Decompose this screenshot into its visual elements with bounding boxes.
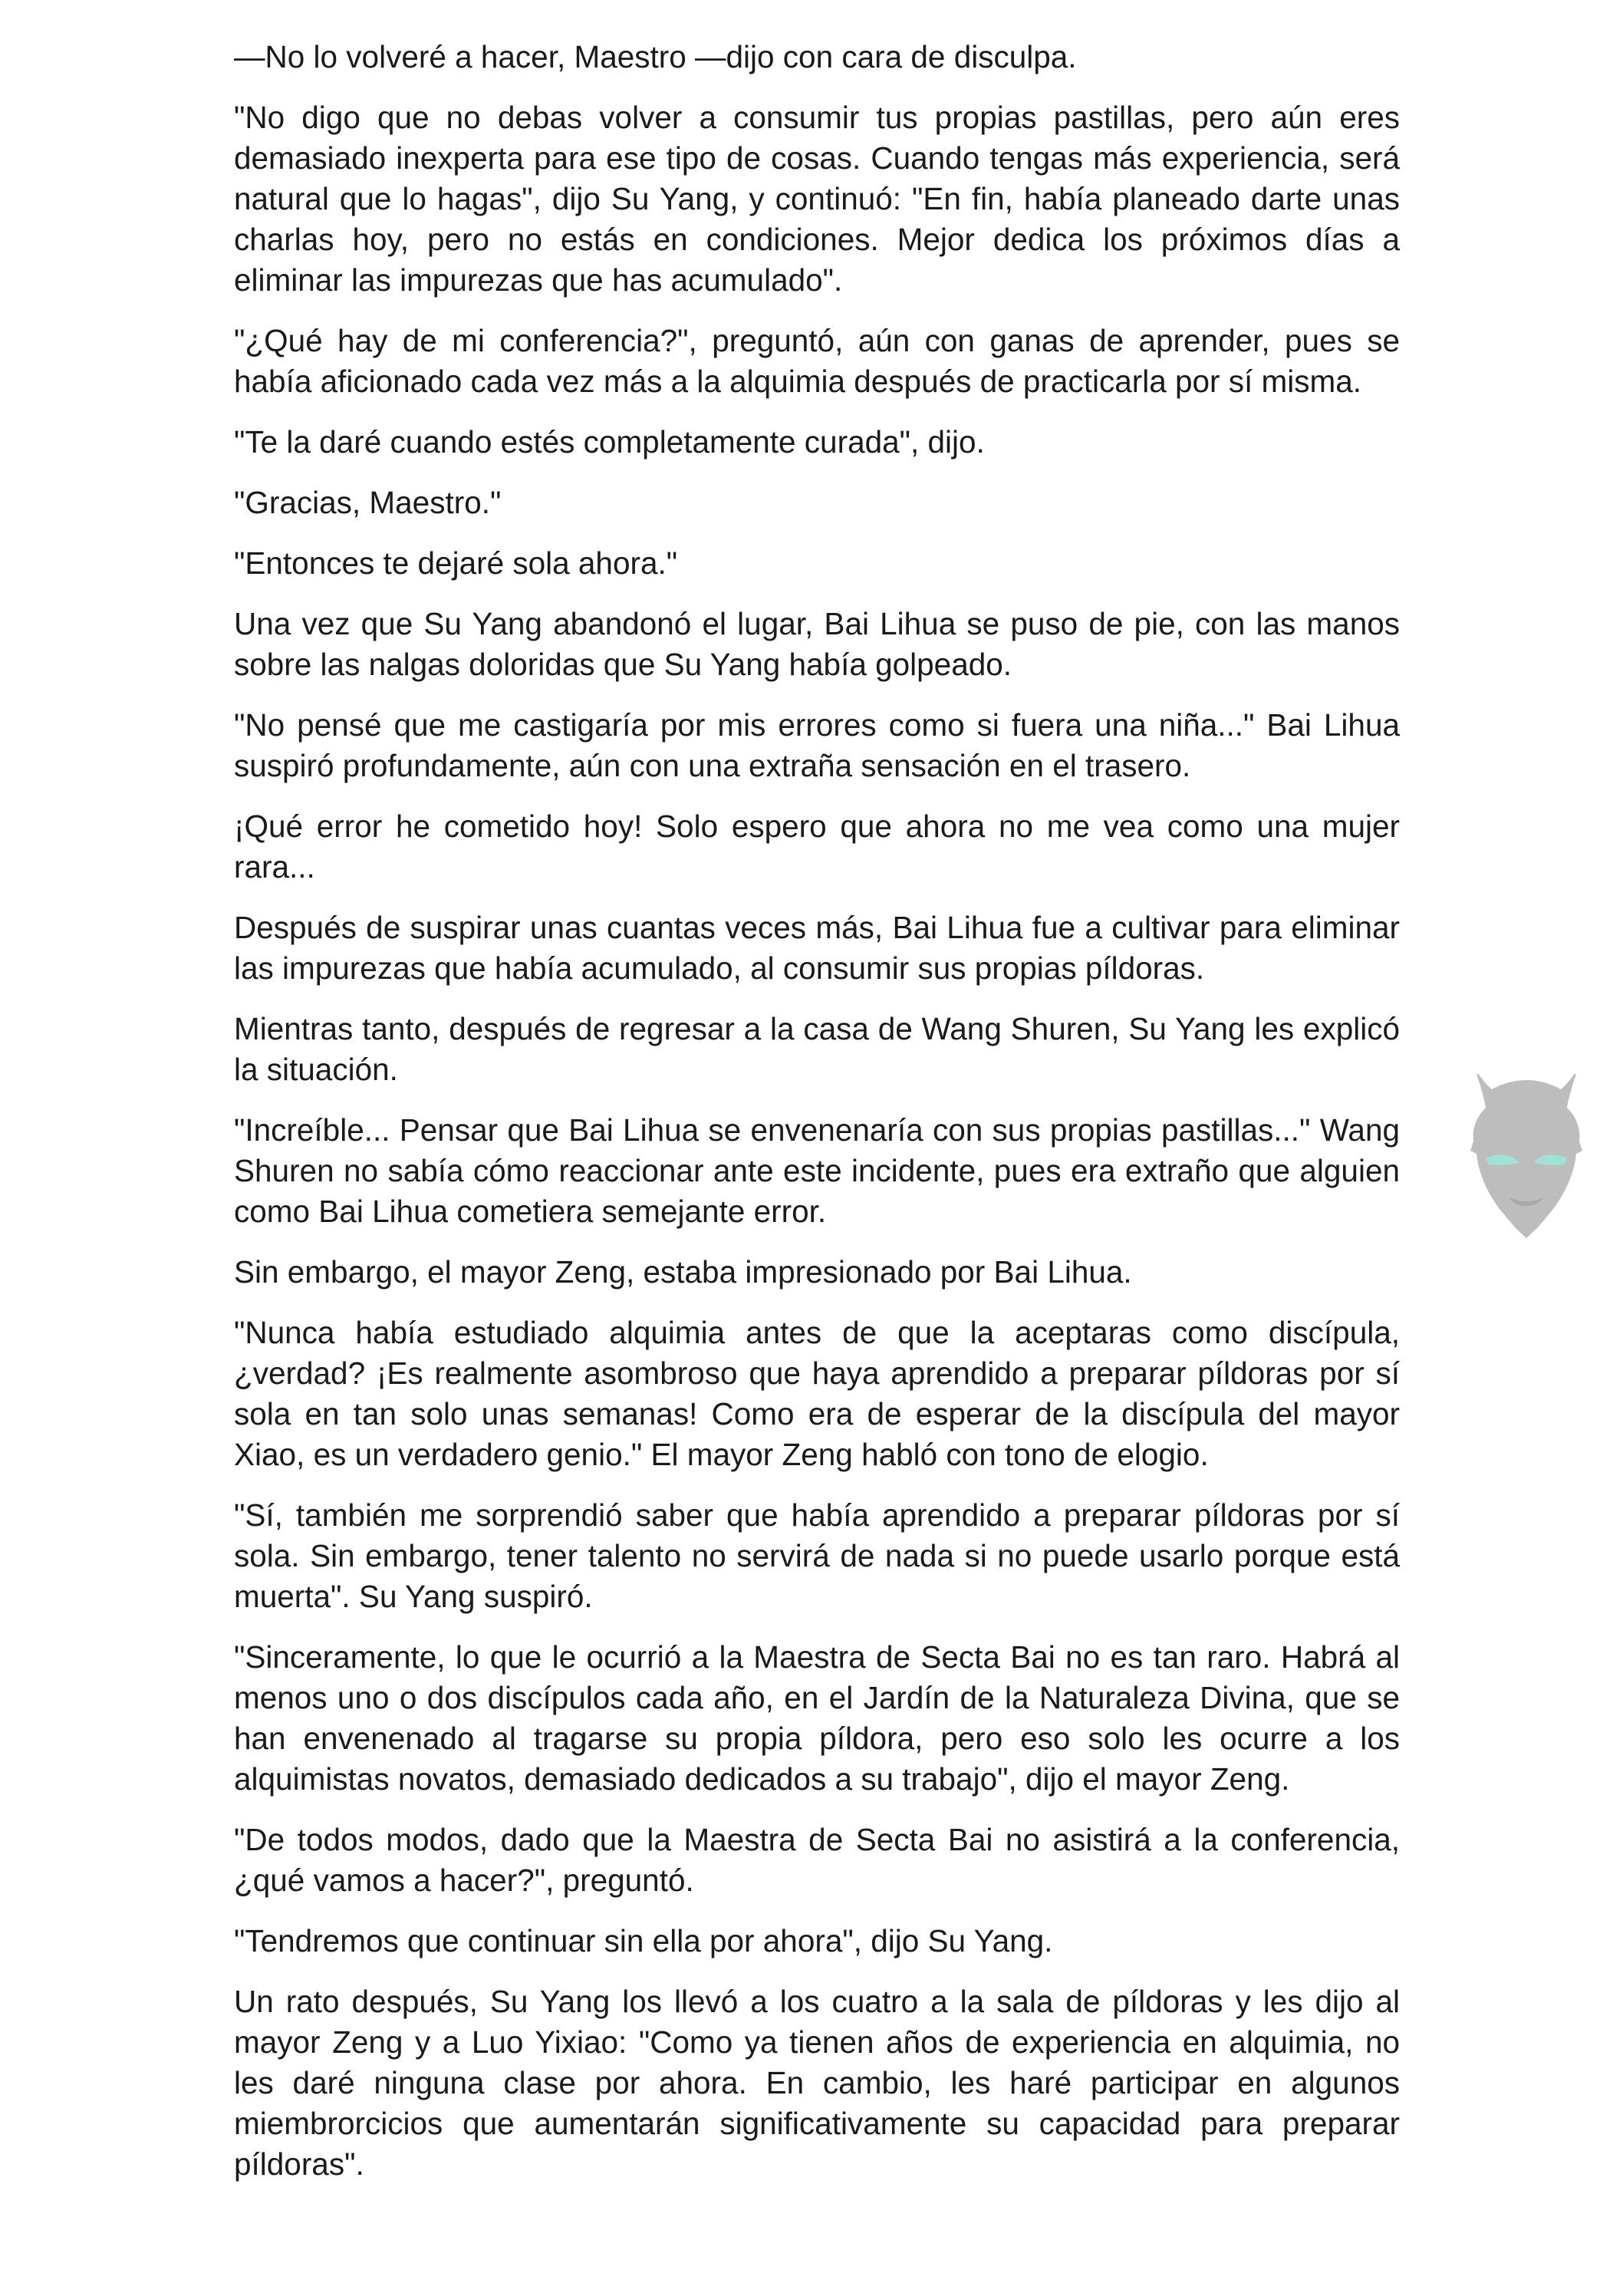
paragraph: "Tendremos que continuar sin ella por ahora", dijo Su Yang.	[234, 1923, 1053, 1958]
paragraph: "Sinceramente, lo que le ocurrió a la Maestra de Secta Bai no es tan raro. Habrá al menos uno o dos discípulos cada año, en el Jardín de la Naturaleza Divina, que se han envenenado al tragarse su propia píldora, pero eso solo les ocurre a los alquimistas novatos, demasiado dedicados a su trabajo", dijo el mayor Zeng.	[234, 1639, 1400, 1797]
demon-head-icon	[1469, 1074, 1584, 1243]
paragraph: Una vez que Su Yang abandonó el lugar, Bai Lihua se puso de pie, con las manos sobre las nalgas doloridas que Su Yang había golpeado.	[234, 606, 1400, 682]
paragraph: "De todos modos, dado que la Maestra de Secta Bai no asistirá a la conferencia, ¿qué vamos a hacer?", preguntó.	[234, 1822, 1400, 1898]
text-column	[234, 37, 1400, 2185]
paragraph: "Nunca había estudiado alquimia antes de que la aceptaras como discípula, ¿verdad? ¡Es realmente asombroso que haya aprendido a preparar píldoras por sí sola en tan solo unas semanas! Como era de esperar de la discípula del mayor Xiao, es un verdadero genio." El mayor Zeng habló con tono de elogio.	[234, 1315, 1400, 1472]
paragraph: "No digo que no debas volver a consumir tus propias pastillas, pero aún eres demasiado inexperta para ese tipo de cosas. Cuando tengas más experiencia, será natural que lo hagas", dijo Su Yang, y continuó: "En fin, había planeado darte unas charlas hoy, pero no estás en condiciones. Mejor dedica los próximos días a eliminar las impurezas que has acumulado".	[234, 100, 1400, 298]
paragraph: Sin embargo, el mayor Zeng, estaba impresionado por Bai Lihua.	[234, 1254, 1132, 1290]
paragraph: —No lo volveré a hacer, Maestro —dijo con cara de disculpa.	[234, 39, 1077, 74]
paragraph: "Te la daré cuando estés completamente curada", dijo.	[234, 424, 985, 460]
paragraph: Un rato después, Su Yang los llevó a los cuatro a la sala de píldoras y les dijo al mayor Zeng y a Luo Yixiao: "Como ya tienen años de experiencia en alquimia, no les daré ninguna clase por ahora. En cambio, les haré participar en algunos miembrorcicios que aumentarán significativamente su capacidad para preparar píldoras".	[234, 1984, 1400, 2182]
paragraph: "Entonces te dejaré sola ahora."	[234, 545, 678, 581]
paragraph: "No pensé que me castigaría por mis errores como si fuera una niña..." Bai Lihua suspiró profundamente, aún con una extraña sensación en el trasero.	[234, 707, 1400, 783]
paragraph: "¿Qué hay de mi conferencia?", preguntó, aún con ganas de aprender, pues se había aficionado cada vez más a la alquimia después de practicarla por sí misma.	[234, 323, 1400, 399]
paragraph: "Sí, también me sorprendió saber que había aprendido a preparar píldoras por sí sola. Sin embargo, tener talento no servirá de nada si no puede usarlo porque está muerta". Su Yang suspiró.	[234, 1497, 1400, 1614]
paragraph: ¡Qué error he cometido hoy! Solo espero que ahora no me vea como una mujer rara...	[234, 809, 1400, 884]
paragraph: Mientras tanto, después de regresar a la casa de Wang Shuren, Su Yang les explicó la situación.	[234, 1011, 1400, 1087]
paragraph: "Gracias, Maestro."	[234, 485, 502, 520]
paragraph: Después de suspirar unas cuantas veces más, Bai Lihua fue a cultivar para eliminar las impurezas que había acumulado, al consumir sus propias píldoras.	[234, 910, 1400, 986]
paragraph: "Increíble... Pensar que Bai Lihua se envenenaría con sus propias pastillas..." Wang Shuren no sabía cómo reaccionar ante este incidente, pues era extraño que alguien como Bai Lihua cometiera semejante error.	[234, 1112, 1400, 1229]
